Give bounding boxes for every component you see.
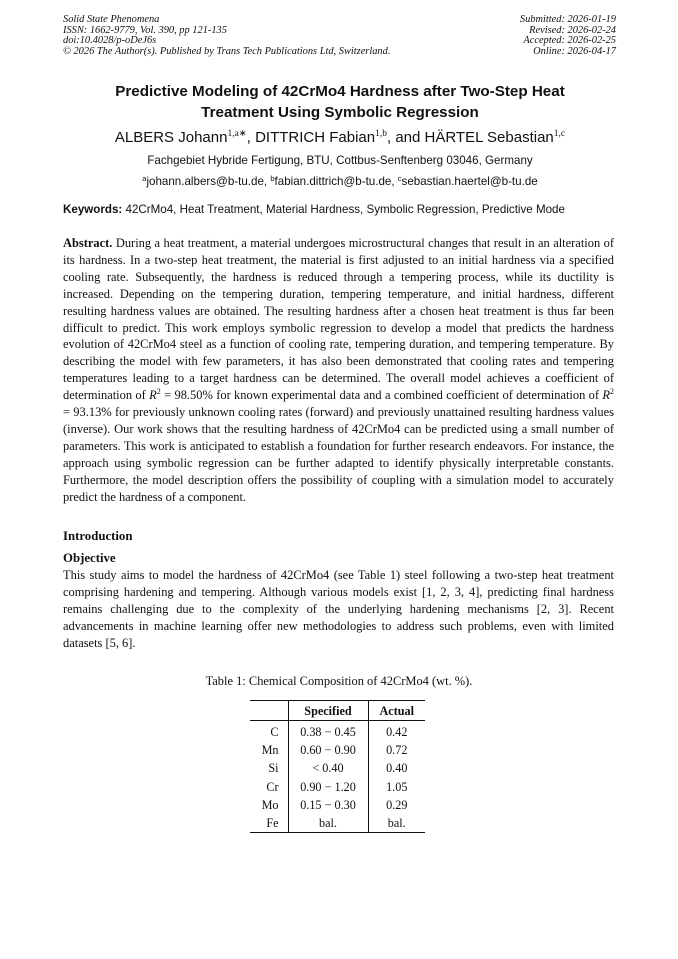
journal-copyright: © 2026 The Author(s). Published by Trans Tech Publications Ltd, Switzerland. bbox=[63, 46, 391, 58]
email-link[interactable]: fabian.dittrich@b-tu.de, bbox=[274, 175, 398, 188]
email-link[interactable]: johann.albers@b-tu.de, bbox=[146, 175, 271, 188]
table-row bbox=[250, 814, 425, 833]
element-cell: Fe bbox=[266, 816, 279, 831]
email-marker: b bbox=[270, 174, 275, 183]
r2-symbol: R bbox=[602, 388, 611, 403]
subsection-heading-objective: Objective bbox=[63, 551, 116, 565]
actual-cell: bal. bbox=[368, 814, 425, 833]
table-header-cell: Actual bbox=[368, 701, 425, 721]
element-cell: Mo bbox=[261, 797, 279, 812]
keywords-text: 42CrMo4, Heat Treatment, Material Hardness, Symbolic Regression, Predictive Mode bbox=[122, 203, 565, 216]
journal-name: Solid State Phenomena bbox=[63, 14, 160, 25]
table-row bbox=[250, 759, 425, 777]
table-row bbox=[250, 741, 425, 759]
actual-cell: 0.72 bbox=[368, 741, 425, 759]
actual-cell: 0.42 bbox=[368, 721, 425, 742]
actual-cell: 0.40 bbox=[368, 759, 425, 777]
date-accepted: Accepted: 2026-02-25 bbox=[523, 35, 616, 47]
journal-header-left bbox=[63, 15, 390, 58]
table-row bbox=[250, 796, 425, 814]
specified-cell: 0.90 − 1.20 bbox=[288, 778, 368, 796]
date-revised: Revised: 2026-02-24 bbox=[529, 24, 616, 36]
table-header-row bbox=[250, 701, 425, 721]
table-header-cell: Specified bbox=[288, 701, 368, 721]
journal-header-right bbox=[520, 15, 616, 58]
actual-cell: 1.05 bbox=[368, 778, 425, 796]
abstract-text: During a heat treatment, a material undergoes microstructural changes that result in an alteration of its hardness. In a two-step heat treatment, the material is first adjusted to an initial hardness via a specified cooling rate. Subsequently, the hardness is reduced through a tempering process, while its ductility is increased. Depending on the tempering duration, tempering temperature, and initial hardness, different resulting hardness values are obtained. The resulting hardness after a chosen heat treatment is thus far been difficult to predict. This work employs symbolic regression to develop a model that predicts the hardness evolution of 42CrMo4 steel as a function of cooling rate, tempering duration, and tempering temperature. By describing the model with few parameters, it has also been demonstrated that cooling rates and tempering temperatures leading to a target hardness can be determined. The overall model achieves a coefficient of determination of bbox=[63, 236, 614, 403]
specified-cell: bal. bbox=[288, 814, 368, 833]
affiliation: Fachgebiet Hybride Fertigung, BTU, Cottbus-Senftenberg 03046, Germany bbox=[147, 154, 533, 167]
paper-title bbox=[60, 82, 620, 123]
composition-table bbox=[250, 700, 425, 833]
keywords-label: Keywords: bbox=[63, 203, 123, 216]
paper-title-line-1: Predictive Modeling of 42CrMo4 Hardness after Two-Step Heat bbox=[115, 83, 565, 100]
specified-cell: < 0.40 bbox=[288, 759, 368, 777]
author-separator: , and bbox=[387, 129, 425, 146]
author-name: HÄRTEL Sebastian bbox=[424, 129, 554, 146]
author-name: DITTRICH Fabian bbox=[255, 129, 376, 146]
r2-exponent: 2 bbox=[610, 387, 615, 397]
email-marker: c bbox=[397, 174, 402, 183]
date-submitted: Submitted: 2026-01-19 bbox=[519, 14, 616, 25]
abstract-label: Abstract. bbox=[63, 236, 113, 250]
journal-doi: doi:10.4028/p-oDeJ6s bbox=[63, 35, 157, 47]
specified-cell: 0.38 − 0.45 bbox=[288, 721, 368, 742]
paper-title-line-2: Treatment Using Symbolic Regression bbox=[201, 103, 479, 121]
abstract-text: % for known experimental data and a combined coefficient of determination of bbox=[202, 388, 603, 403]
keywords bbox=[63, 203, 618, 217]
table-row bbox=[250, 721, 425, 742]
journal-issn: ISSN: 1662-9779, Vol. 390, pp 121-135 bbox=[63, 24, 227, 36]
table-row bbox=[250, 778, 425, 796]
element-cell: Si bbox=[268, 761, 279, 776]
actual-cell: 0.29 bbox=[368, 796, 425, 814]
date-online: Online: 2026-04-17 bbox=[533, 46, 616, 58]
objective-paragraph: This study aims to model the hardness of 42CrMo4 (see Table 1) steel following a two-step heat treatment comprising hardening and tempering. Although various models exist [1, 2, 3, 4], predicting final hardness remains challenging due to the complexity of the underlying hardening mechanisms [2, 3]. Recent advancements in machine learning offer new methodologies to address such problems, even with limited datasets [5, 6]. bbox=[63, 568, 614, 650]
email-marker: a bbox=[142, 174, 147, 183]
author-affiliation-marker: 1,c bbox=[553, 129, 566, 139]
section-heading-introduction: Introduction bbox=[63, 529, 133, 543]
email-link[interactable]: sebastian.haertel@b-tu.de bbox=[401, 175, 538, 188]
author-separator: , bbox=[246, 129, 256, 146]
author-affiliation-marker: 1,a∗ bbox=[227, 129, 247, 139]
r2-value: = 93.13 bbox=[63, 405, 102, 420]
abstract bbox=[63, 235, 614, 506]
author-list bbox=[40, 128, 640, 147]
r2-exponent: 2 bbox=[156, 387, 161, 397]
author-emails bbox=[40, 175, 640, 189]
element-cell: Cr bbox=[266, 779, 279, 794]
table-header-cell bbox=[250, 701, 288, 721]
element-cell: C bbox=[270, 725, 279, 740]
r2-value: = 98.50 bbox=[160, 388, 203, 403]
specified-cell: 0.60 − 0.90 bbox=[288, 741, 368, 759]
author-name: ALBERS Johann bbox=[114, 129, 228, 146]
r2-symbol: R bbox=[149, 388, 157, 403]
author-affiliation-marker: 1,b bbox=[375, 129, 387, 139]
element-cell: Mn bbox=[261, 743, 279, 758]
table-caption: Table 1: Chemical Composition of 42CrMo4 (wt. %). bbox=[205, 674, 473, 688]
specified-cell: 0.15 − 0.30 bbox=[288, 796, 368, 814]
abstract-text: % for previously unknown cooling rates (forward) and previously unattained resulting hardness values (inverse). Our work shows that the resulting hardness of 42CrMo4 can be predicted using a small number of parameters. This work is anticipated to establish a foundation for further research endeavors. For instance, the approach using symbolic regression can be further adapted to identify physically interpretable constants. Furthermore, the model description offers the possibility of coupling with a simulation model to accurately predict the hardness of a component. bbox=[63, 405, 614, 504]
